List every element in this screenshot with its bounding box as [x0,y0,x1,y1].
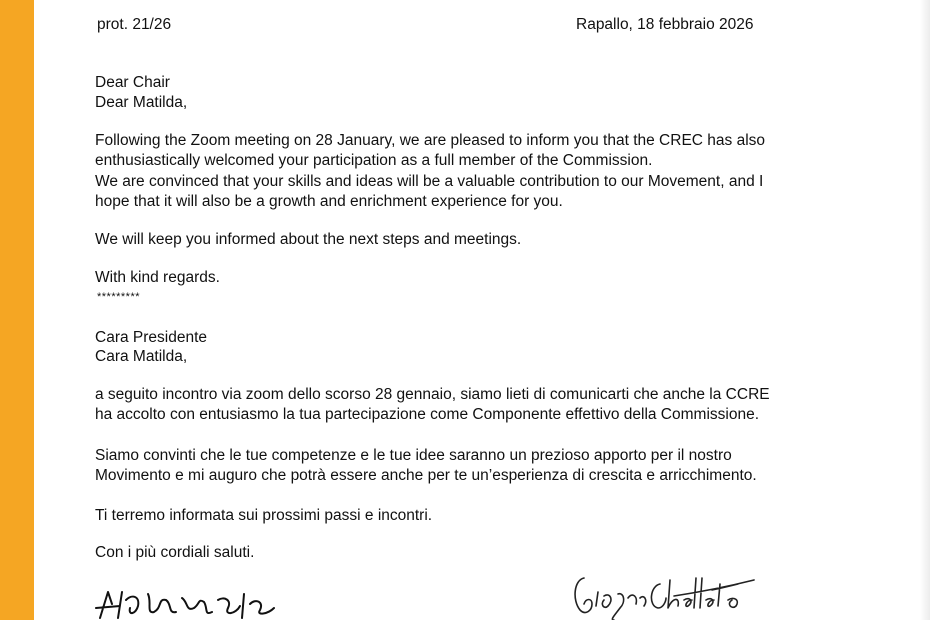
left-signature [92,578,292,620]
right-signature [570,570,760,620]
english-paragraph-line: hope that it will also be a growth and enrichment experience for you. [95,193,563,210]
italian-paragraph-line: ha accolto con entusiasmo la tua partecipazione come Componente effettivo della Commissione. [95,406,760,423]
english-closing: With kind regards. [95,269,220,286]
section-separator: ********* [97,291,141,303]
italian-paragraph-line: Movimento e mi auguro che potrà essere anche per te un’esperienza di crescita e arricchimento. [95,467,757,484]
italian-salutation-name: Cara Matilda, [95,348,188,365]
english-salutation-name: Dear Matilda, [95,94,188,111]
place-and-date: Rapallo, 18 febbraio 2026 [576,16,754,33]
italian-next-steps: Ti terremo informata sui prossimi passi e incontri. [95,507,433,524]
english-paragraph-line: Following the Zoom meeting on 28 January, we are pleased to inform you that the CREC has also [95,132,766,149]
italian-paragraph-line: a seguito incontro via zoom dello scorso 28 gennaio, siamo lieti di comunicarti che anche la CCRE [95,386,770,403]
italian-paragraph-line: Siamo convinti che le tue competenze e le tue idee saranno un prezioso apporto per il nostro [95,447,732,464]
protocol-number: prot. 21/26 [97,16,172,33]
english-salutation-chair: Dear Chair [95,74,170,91]
italian-closing: Con i più cordiali saluti. [95,544,255,561]
letter-page [34,0,920,620]
english-paragraph-line: We are convinced that your skills and ideas will be a valuable contribution to our Movement, and I [95,173,764,190]
english-next-steps: We will keep you informed about the next steps and meetings. [95,231,522,248]
orange-side-bar [0,0,34,620]
english-paragraph-line: enthusiastically welcomed your participation as a full member of the Commission. [95,152,653,169]
page-edge-shadow [920,0,930,620]
italian-salutation-chair: Cara Presidente [95,329,208,346]
